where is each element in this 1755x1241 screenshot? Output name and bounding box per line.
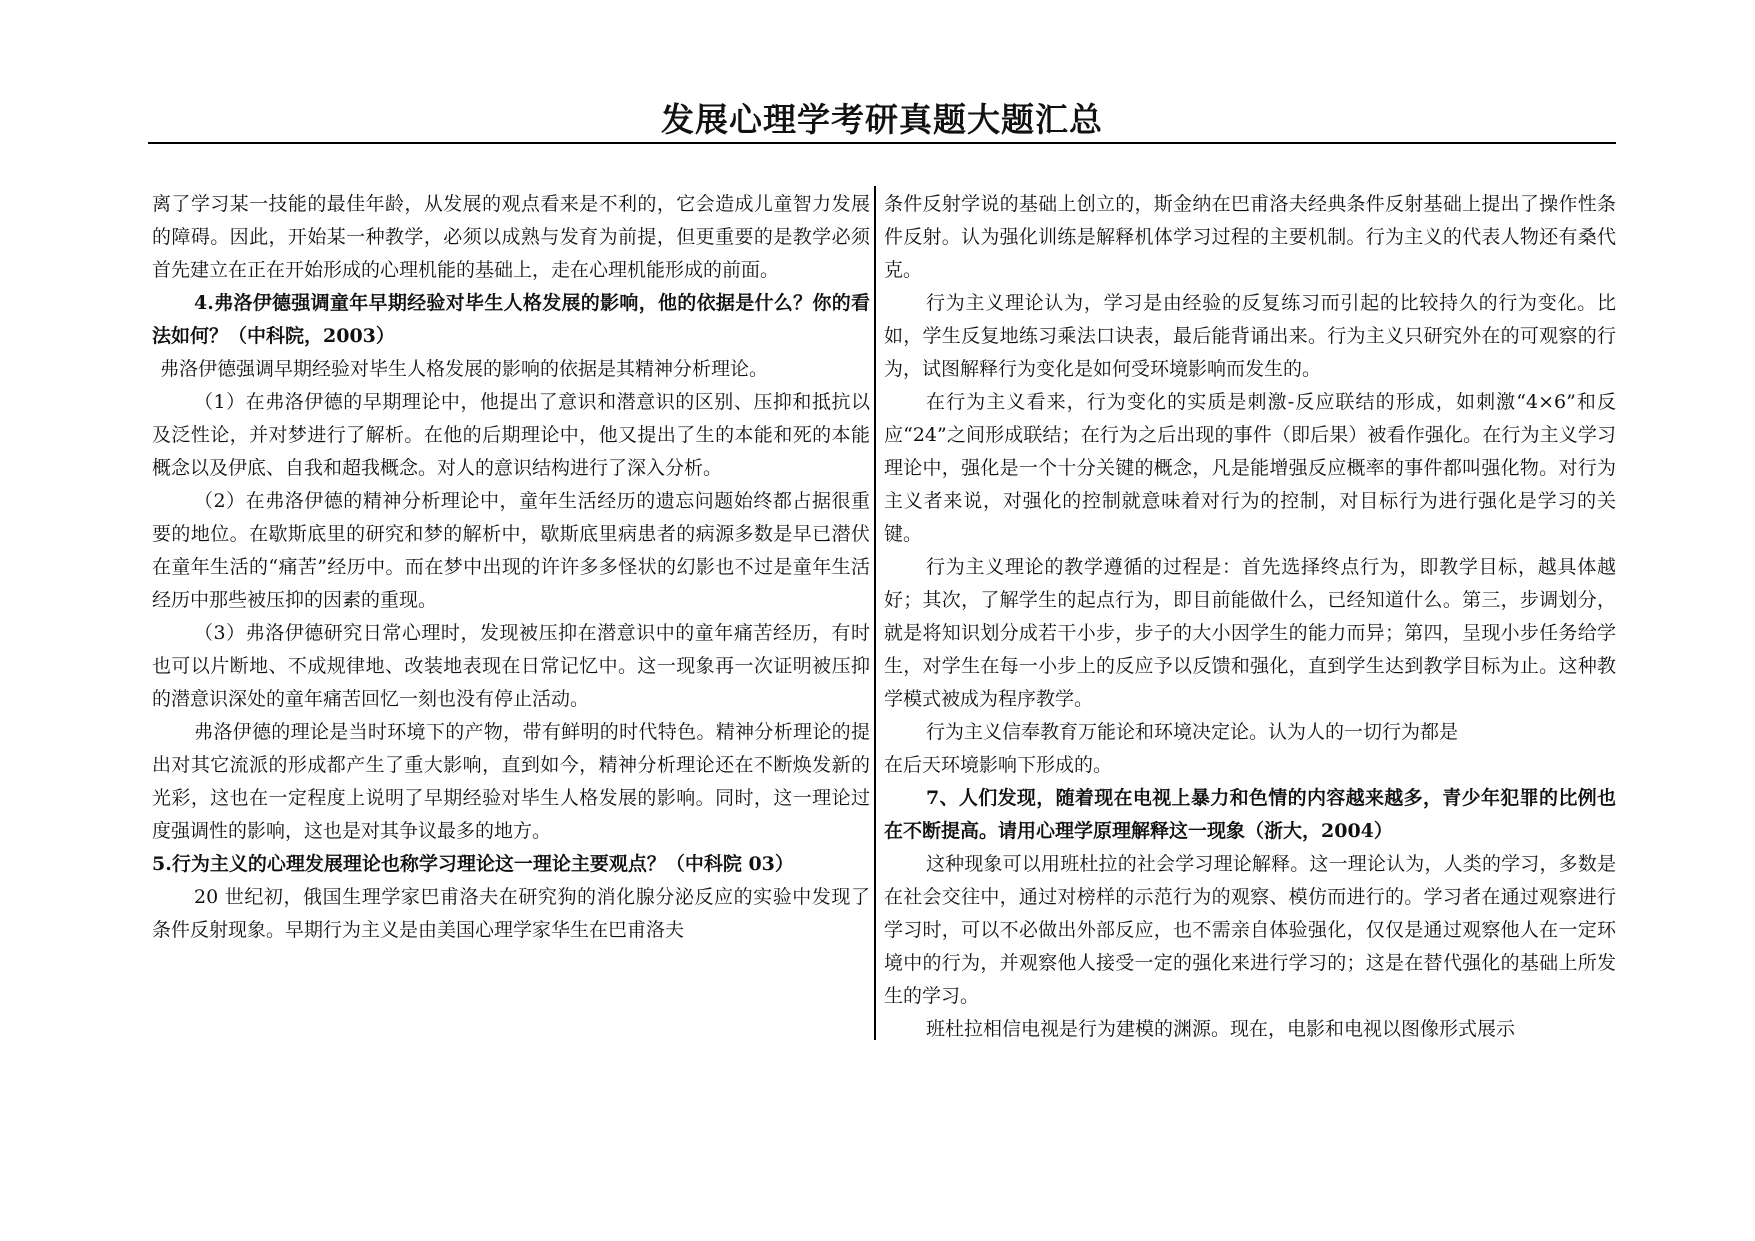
question-heading-5: 5.行为主义的心理发展理论也称学习理论这一理论主要观点？（中科院 03） [152, 853, 794, 875]
paragraph: （3）弗洛伊德研究日常心理时，发现被压抑在潜意识中的童年痛苦经历，有时也可以片断地、不成规律地、改装地表现在日常记忆中。这一现象再一次证明被压抑的潜意识深处的童年痛苦回忆一刻也没有停止活动。 [152, 622, 870, 710]
question-heading-7: 7、人们发现，随着现在电视上暴力和色情的内容越来越多，青少年犯罪的比例也在不断提高。请用心理学原理解释这一现象（浙大，2004） [884, 787, 1616, 842]
paragraph: （2）在弗洛伊德的精神分析理论中，童年生活经历的遗忘问题始终都占据很重要的地位。在歇斯底里的研究和梦的解析中，歇斯底里病患者的病源多数是早已潜伏在童年生活的“痛苦”经历中。而在梦中出现的许许多多怪状的幻影也不过是童年生活经历中那些被压抑的因素的重现。 [152, 490, 870, 611]
paragraph: 弗洛伊德强调早期经验对毕生人格发展的影响的依据是其精神分析理论。 [160, 358, 769, 380]
paragraph: 这种现象可以用班杜拉的社会学习理论解释。这一理论认为，人类的学习，多数是在社会交往中，通过对榜样的示范行为的观察、模仿而进行的。学习者在通过观察进行学习时，可以不必做出外部反应，也不需亲自体验强化，仅仅是通过观察他人在一定环境中的行为，并观察他人接受一定的强化来进行学习的；这是在替代强化的基础上所发生的学习。 [884, 853, 1616, 1007]
paragraph: 在行为主义看来，行为变化的实质是刺激-反应联结的形成，如刺激“4×6”和反应“24”之间形成联结；在行为之后出现的事件（即后果）被看作强化。在行为主义学习理论中，强化是一个十分关键的概念，凡是能增强反应概率的事件都叫强化物。对行为主义者来说，对强化的控制就意味着对行为的控制，对目标行为进行强化是学习的关键。 [884, 391, 1616, 545]
paragraph: 在后天环境影响下形成的。 [884, 754, 1113, 776]
page-title: 发展心理学考研真题大题汇总 [661, 100, 1103, 139]
left-column [152, 188, 870, 947]
question-heading-4: 4.弗洛伊德强调童年早期经验对毕生人格发展的影响，他的依据是什么？你的看法如何？（中科院，2003） [152, 292, 870, 347]
paragraph: 弗洛伊德的理论是当时环境下的产物，带有鲜明的时代特色。精神分析理论的提出对其它流派的形成都产生了重大影响，直到如今，精神分析理论还在不断焕发新的光彩，这也在一定程度上说明了早期经验对毕生人格发展的影响。同时，这一理论过度强调性的影响，这也是对其争议最多的地方。 [152, 721, 870, 842]
page-header [148, 90, 1616, 144]
paragraph: （1）在弗洛伊德的早期理论中，他提出了意识和潜意识的区别、压抑和抵抗以及泛性论，并对梦进行了解析。在他的后期理论中，他又提出了生的本能和死的本能概念以及伊底、自我和超我概念。对人的意识结构进行了深入分析。 [152, 391, 870, 479]
paragraph: 行为主义理论的教学遵循的过程是：首先选择终点行为，即教学目标，越具体越好；其次，了解学生的起点行为，即目前能做什么，已经知道什么。第三，步调划分，就是将知识划分成若干小步，步子的大小因学生的能力而异；第四，呈现小步任务给学生，对学生在每一小步上的反应予以反馈和强化，直到学生达到教学目标为止。这种教学模式被成为程序教学。 [884, 556, 1616, 710]
paragraph: 离了学习某一技能的最佳年龄，从发展的观点看来是不利的，它会造成儿童智力发展的障碍。因此，开始某一种教学，必须以成熟与发育为前提，但更重要的是教学必须首先建立在正在开始形成的心理机能的基础上，走在心理机能形成的前面。 [152, 193, 870, 281]
paragraph: 行为主义信奉教育万能论和环境决定论。认为人的一切行为都是 [926, 721, 1459, 743]
column-divider [874, 186, 876, 1040]
paragraph: 20 世纪初，俄国生理学家巴甫洛夫在研究狗的消化腺分泌反应的实验中发现了条件反射现象。早期行为主义是由美国心理学家华生在巴甫洛夫 [152, 886, 870, 941]
paragraph: 行为主义理论认为，学习是由经验的反复练习而引起的比较持久的行为变化。比如，学生反复地练习乘法口诀表，最后能背诵出来。行为主义只研究外在的可观察的行为，试图解释行为变化是如何受环境影响而发生的。 [884, 292, 1616, 380]
paragraph: 条件反射学说的基础上创立的，斯金纳在巴甫洛夫经典条件反射基础上提出了操作性条件反射。认为强化训练是解释机体学习过程的主要机制。行为主义的代表人物还有桑代克。 [884, 193, 1616, 281]
right-column [884, 188, 1616, 1046]
paragraph: 班杜拉相信电视是行为建模的渊源。现在，电影和电视以图像形式展示 [926, 1018, 1516, 1040]
